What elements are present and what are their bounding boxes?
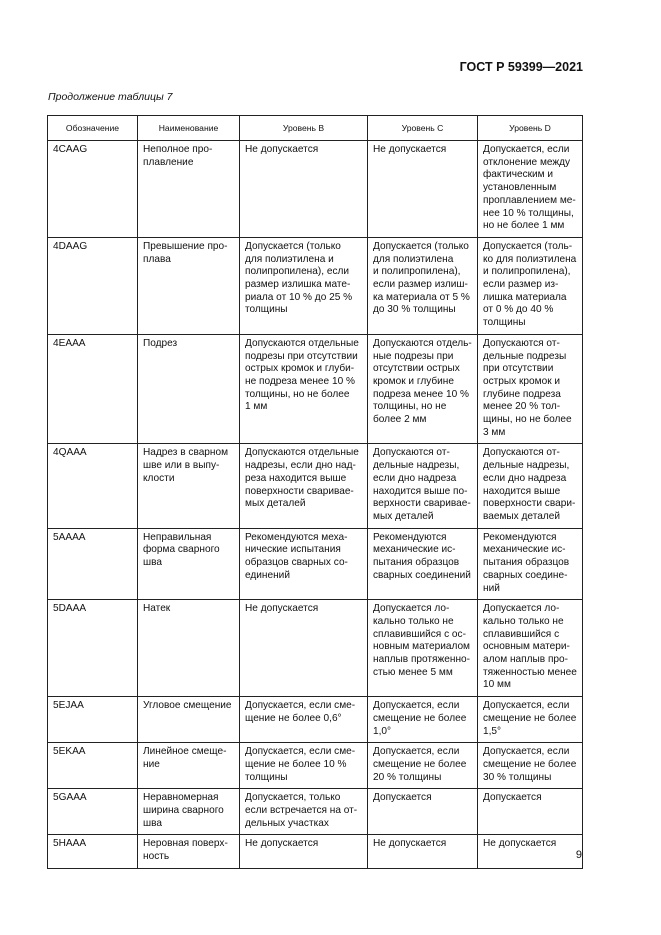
column-header-name: Наименование: [138, 116, 240, 141]
table-row: [48, 237, 583, 334]
level-b-value: Рекомендуются меха- нические испытания образцов сварных со- единений: [240, 528, 368, 600]
defect-name: Надрез в сварном шве или в выпу- клости: [138, 444, 240, 528]
defect-name: Неполное про- плавление: [138, 141, 240, 238]
table-row: [48, 697, 583, 743]
level-c-value: Допускаются от- дельные надрезы, если дно надреза находится выше по- верхности сваривае- мых деталей: [368, 444, 478, 528]
defect-name: Неравномерная ширина сварного шва: [138, 789, 240, 835]
level-b-value: Не допускается: [240, 835, 368, 868]
defect-code: 4EAAA: [48, 334, 138, 444]
defect-code: 4QAAA: [48, 444, 138, 528]
defect-name: Линейное смеще- ние: [138, 743, 240, 789]
level-c-value: Допускается (только для полиэтилена и полипропилена), если размер излиш- ка материала от 5 % до 30 % толщины: [368, 237, 478, 334]
document-code: ГОСТ Р 59399—2021: [459, 60, 583, 74]
table-header-row: [48, 116, 583, 141]
level-b-value: Не допускается: [240, 141, 368, 238]
level-d-value: Допускается, если смещение не более 1,5°: [478, 697, 583, 743]
defect-name: Неровная поверх- ность: [138, 835, 240, 868]
defect-code: 4DAAG: [48, 237, 138, 334]
table-body: [48, 141, 583, 869]
level-b-value: Допускаются отдельные подрезы при отсутствии острых кромок и глуби- не подреза менее 10 % толщины, но не более 1 мм: [240, 334, 368, 444]
defect-code: 4CAAG: [48, 141, 138, 238]
level-c-value: Допускается, если смещение не более 1,0°: [368, 697, 478, 743]
defect-name: Натек: [138, 600, 240, 697]
table-row: [48, 835, 583, 868]
level-d-value: Допускается ло- кально только не сплавившийся с основным матери- алом наплыв про- тяженностью менее 10 мм: [478, 600, 583, 697]
level-d-value: Допускается: [478, 789, 583, 835]
defect-name: Неправильная форма сварного шва: [138, 528, 240, 600]
defects-table: [47, 115, 583, 869]
level-c-value: Не допускается: [368, 141, 478, 238]
level-c-value: Рекомендуются механические ис- пытания образцов сварных соединений: [368, 528, 478, 600]
defect-name: Подрез: [138, 334, 240, 444]
defect-code: 5AAAA: [48, 528, 138, 600]
level-b-value: Допускаются отдельные надрезы, если дно над- реза находится выше поверхности сваривае- мых деталей: [240, 444, 368, 528]
table-row: [48, 444, 583, 528]
table-row: [48, 141, 583, 238]
column-header-designation: Обозначение: [48, 116, 138, 141]
table-row: [48, 743, 583, 789]
table-caption: Продолжение таблицы 7: [48, 91, 173, 103]
defect-name: Превышение про- плава: [138, 237, 240, 334]
defect-code: 5DAAA: [48, 600, 138, 697]
level-c-value: Не допускается: [368, 835, 478, 868]
level-b-value: Допускается, если сме- щение не более 0,6°: [240, 697, 368, 743]
table-row: [48, 528, 583, 600]
defect-name: Угловое смещение: [138, 697, 240, 743]
level-d-value: Допускается, если смещение не более 30 % толщины: [478, 743, 583, 789]
level-b-value: Допускается, только если встречается на от- дельных участках: [240, 789, 368, 835]
defect-code: 5HAAA: [48, 835, 138, 868]
table-row: [48, 334, 583, 444]
column-header-level-d: Уровень D: [478, 116, 583, 141]
column-header-level-c: Уровень C: [368, 116, 478, 141]
level-b-value: Не допускается: [240, 600, 368, 697]
defect-code: 5EKAA: [48, 743, 138, 789]
level-b-value: Допускается (только для полиэтилена и полипропилена), если размер излишка мате- риала от 10 % до 25 % толщины: [240, 237, 368, 334]
level-c-value: Допускается, если смещение не более 20 % толщины: [368, 743, 478, 789]
table-row: [48, 789, 583, 835]
level-d-value: Допускается (толь- ко для полиэтилена и полипропилена), если размер из- лишка материала от 0 % до 40 % толщины: [478, 237, 583, 334]
level-d-value: Рекомендуются механические ис- пытания образцов сварных соедине- ний: [478, 528, 583, 600]
defect-code: 5GAAA: [48, 789, 138, 835]
level-c-value: Допускается: [368, 789, 478, 835]
column-header-level-b: Уровень B: [240, 116, 368, 141]
level-d-value: Не допускается: [478, 835, 583, 868]
table-row: [48, 600, 583, 697]
level-d-value: Допускаются от- дельные подрезы при отсутствии острых кромок и глубине подреза менее 20 % тол- щины, но не более 3 мм: [478, 334, 583, 444]
level-d-value: Допускаются от- дельные надрезы, если дно надреза находится выше поверхности свари- ваемых деталей: [478, 444, 583, 528]
level-c-value: Допускаются отдель- ные подрезы при отсутствии острых кромок и глубине подреза менее 10 % толщины, но не более 2 мм: [368, 334, 478, 444]
level-c-value: Допускается ло- кально только не сплавившийся с ос- новным материалом наплыв протяженно- стью менее 5 мм: [368, 600, 478, 697]
page-number: 9: [575, 849, 582, 861]
level-b-value: Допускается, если сме- щение не более 10 % толщины: [240, 743, 368, 789]
level-d-value: Допускается, если отклонение между фактическим и установленным проплавлением ме- нее 10 % толщины, но не более 1 мм: [478, 141, 583, 238]
defect-code: 5EJAA: [48, 697, 138, 743]
